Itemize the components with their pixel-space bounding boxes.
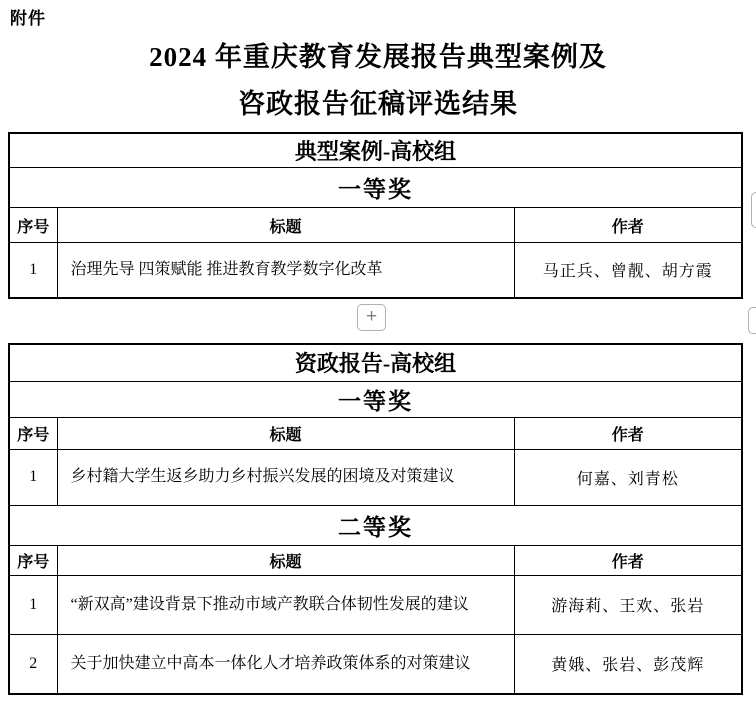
row-authors: 马正兵、曾靓、胡方霞: [514, 243, 742, 298]
edge-button-fragment-top[interactable]: [751, 192, 756, 228]
table-row: [9, 449, 742, 505]
table-row: [9, 243, 742, 298]
document-title-line1: 2024 年重庆教育发展报告典型案例及: [149, 42, 607, 72]
row-authors: 黄娥、张岩、彭茂辉: [514, 634, 742, 694]
row-index: 1: [9, 575, 57, 634]
column-header-index: 序号: [9, 208, 57, 243]
insert-plus-button[interactable]: +: [357, 304, 386, 331]
group-title: 资政报告-高校组: [9, 344, 742, 381]
row-title: “新双高”建设背景下推动市域产教联合体韧性发展的建议: [57, 575, 514, 634]
column-header-row: [9, 208, 742, 243]
row-authors: 何嘉、刘青松: [514, 449, 742, 505]
document-title: [0, 34, 756, 128]
table-row: [9, 634, 742, 694]
table-policy-reports-university: [8, 343, 743, 695]
row-title: 关于加快建立中高本一体化人才培养政策体系的对策建议: [57, 634, 514, 694]
document-title-line2: 咨政报告征稿评选结果: [238, 89, 518, 119]
row-index: 1: [9, 449, 57, 505]
column-header-author: 作者: [514, 545, 742, 575]
award-tier-row: [9, 381, 742, 417]
row-index: 1: [9, 243, 57, 298]
table-row: [9, 575, 742, 634]
award-tier-second-prize: 二等奖: [9, 505, 742, 545]
award-tier-first-prize: 一等奖: [9, 381, 742, 417]
group-title-row: [9, 133, 742, 168]
award-tier-row: [9, 168, 742, 208]
row-index: 2: [9, 634, 57, 694]
column-header-index: 序号: [9, 417, 57, 449]
column-header-author: 作者: [514, 417, 742, 449]
group-title-row: [9, 344, 742, 381]
column-header-row: [9, 545, 742, 575]
column-header-title: 标题: [57, 417, 514, 449]
attachment-label: 附件: [10, 9, 46, 28]
column-header-index: 序号: [9, 545, 57, 575]
edge-button-fragment-bottom[interactable]: [748, 307, 756, 334]
table-typical-cases-university: [8, 132, 743, 299]
row-title: 乡村籍大学生返乡助力乡村振兴发展的困境及对策建议: [57, 449, 514, 505]
row-title: 治理先导 四策赋能 推进教育教学数字化改革: [57, 243, 514, 298]
column-header-row: [9, 417, 742, 449]
row-authors: 游海莉、王欢、张岩: [514, 575, 742, 634]
award-tier-first-prize: 一等奖: [9, 168, 742, 208]
column-header-title: 标题: [57, 545, 514, 575]
group-title: 典型案例-高校组: [9, 133, 742, 168]
award-tier-row: [9, 505, 742, 545]
column-header-title: 标题: [57, 208, 514, 243]
column-header-author: 作者: [514, 208, 742, 243]
